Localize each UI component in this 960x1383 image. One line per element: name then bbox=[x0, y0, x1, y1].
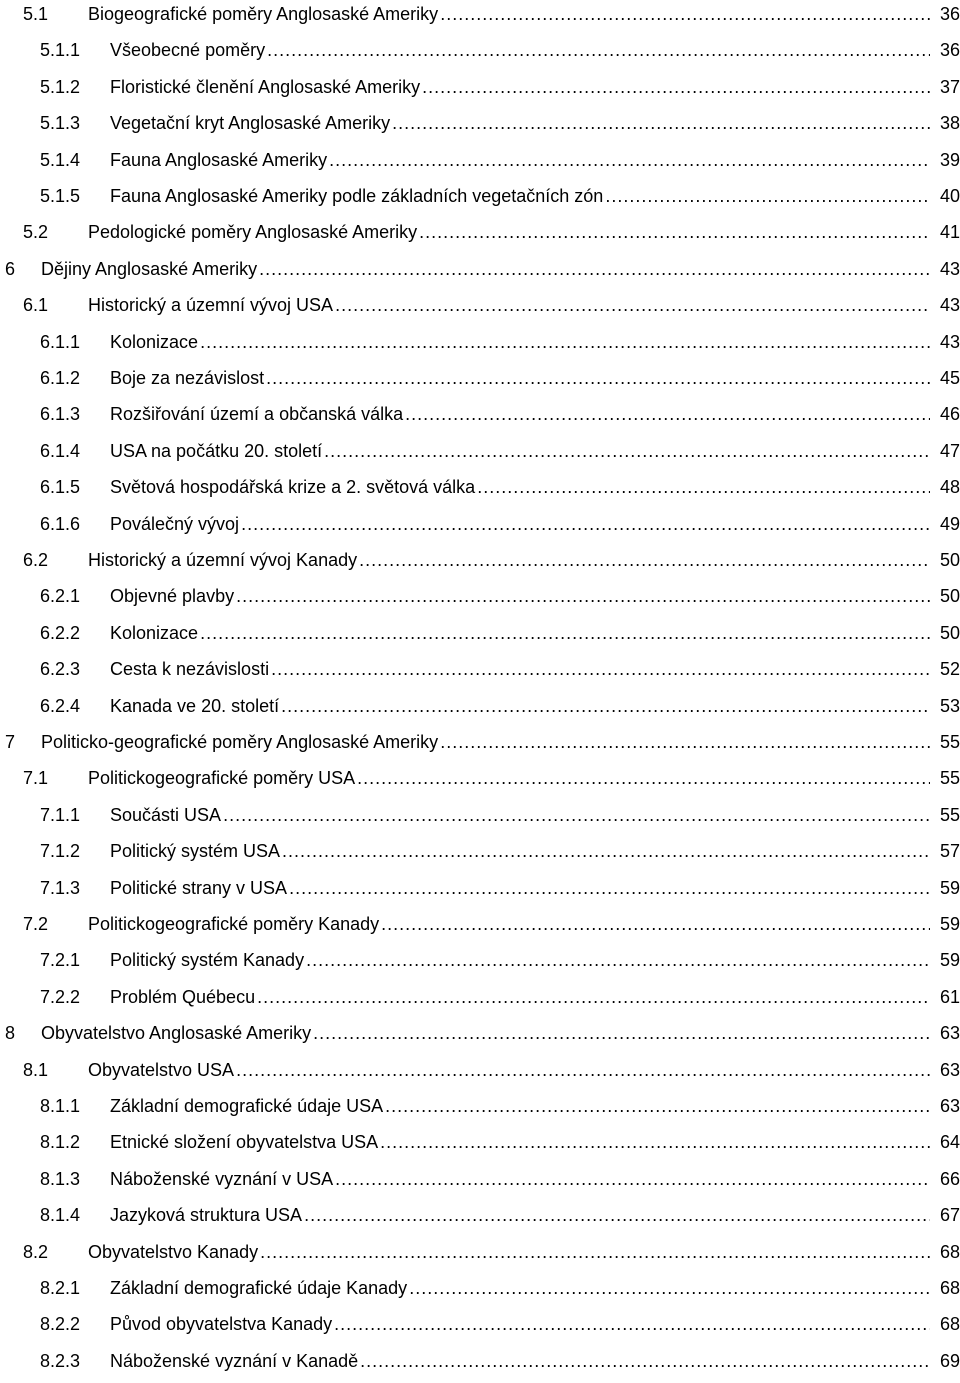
dot-leader bbox=[257, 987, 930, 1008]
toc-entry-page: 50 bbox=[939, 622, 960, 643]
toc-entry-title: Světová hospodářská krize a 2. světová válka bbox=[110, 477, 476, 498]
toc-entry-line bbox=[41, 732, 960, 753]
toc-entry-number: 6.2.4 bbox=[40, 695, 81, 716]
toc-entry[interactable] bbox=[0, 291, 960, 327]
toc-entry[interactable] bbox=[0, 692, 960, 728]
toc-entry-title: Politickogeografické poměry Kanady bbox=[88, 914, 380, 934]
dot-leader bbox=[324, 441, 930, 462]
toc-entry-page: 59 bbox=[939, 950, 960, 971]
toc-entry-number: 6.1.3 bbox=[40, 404, 81, 425]
dot-leader bbox=[335, 295, 930, 316]
dot-leader bbox=[419, 222, 930, 243]
toc-entry-line bbox=[88, 295, 960, 316]
toc-entry-title: Historický a územní vývoj Kanady bbox=[88, 550, 358, 570]
toc-entry-title: Základní demografické údaje USA bbox=[110, 1096, 384, 1116]
dot-leader bbox=[267, 40, 930, 61]
toc-entry-page: 55 bbox=[939, 732, 960, 752]
toc-entry[interactable] bbox=[0, 218, 960, 254]
toc-entry-page: 49 bbox=[939, 513, 960, 534]
toc-entry[interactable] bbox=[0, 36, 960, 72]
toc-entry-line bbox=[110, 1314, 960, 1335]
toc-entry-title: USA na počátku 20. století bbox=[110, 440, 323, 461]
toc-entry-page: 59 bbox=[939, 877, 960, 898]
toc-entry-title: Boje za nezávislost bbox=[110, 368, 265, 388]
toc-entry-number: 5.1.5 bbox=[40, 186, 81, 206]
toc-entry-line bbox=[41, 1023, 960, 1044]
toc-entry-number: 6.1.5 bbox=[40, 477, 81, 498]
toc-entry-number: 8.2.2 bbox=[40, 1314, 81, 1335]
dot-leader bbox=[271, 659, 930, 680]
toc-entry-number: 5.1.2 bbox=[40, 76, 81, 97]
dot-leader bbox=[385, 1096, 930, 1117]
toc-entry-line bbox=[110, 150, 960, 171]
toc-entry-page: 63 bbox=[939, 1023, 960, 1044]
dot-leader bbox=[357, 768, 930, 789]
toc-entry-page: 43 bbox=[939, 295, 960, 316]
toc-entry-line bbox=[88, 550, 960, 571]
toc-entry-line bbox=[88, 4, 960, 25]
toc-entry-number: 8.1.4 bbox=[40, 1205, 81, 1226]
dot-leader bbox=[380, 1132, 930, 1153]
toc-entry-number: 6.2.3 bbox=[40, 659, 81, 680]
toc-entry[interactable] bbox=[0, 1274, 960, 1310]
toc-entry-title: Fauna Anglosaské Ameriky bbox=[110, 149, 328, 170]
toc-entry[interactable] bbox=[0, 946, 960, 982]
toc-entry-title: Součásti USA bbox=[110, 804, 222, 825]
toc-entry-line bbox=[110, 659, 960, 680]
toc-entry-title: Základní demografické údaje Kanady bbox=[110, 1278, 408, 1298]
toc-entry[interactable] bbox=[0, 874, 960, 910]
toc-entry[interactable] bbox=[0, 983, 960, 1019]
toc-entry[interactable] bbox=[0, 764, 960, 800]
toc-entry-number: 8.1 bbox=[23, 1059, 49, 1080]
toc-entry-line bbox=[110, 1205, 960, 1226]
toc-entry-page: 37 bbox=[939, 76, 960, 97]
toc-entry-number: 7.2.2 bbox=[40, 986, 81, 1007]
dot-leader bbox=[260, 1242, 930, 1263]
toc-entry-number: 6.2.1 bbox=[40, 586, 81, 607]
toc-entry-number: 8.1.2 bbox=[40, 1132, 81, 1153]
toc-entry-number: 5.1.4 bbox=[40, 149, 81, 170]
toc-entry-title: Obyvatelstvo USA bbox=[88, 1059, 235, 1080]
toc-entry[interactable] bbox=[0, 910, 960, 946]
toc-entry-line bbox=[110, 696, 960, 717]
toc-entry-number: 8.2 bbox=[23, 1241, 49, 1262]
dot-leader bbox=[306, 950, 930, 971]
dot-leader bbox=[440, 4, 930, 25]
toc-entry-page: 69 bbox=[939, 1350, 960, 1371]
toc-entry-page: 57 bbox=[939, 841, 960, 862]
toc-entry[interactable] bbox=[0, 1019, 960, 1055]
toc-entry-line bbox=[110, 77, 960, 98]
toc-entry-page: 50 bbox=[939, 550, 960, 570]
toc-entry-number: 6.1.2 bbox=[40, 368, 81, 388]
toc-entry-page: 63 bbox=[939, 1059, 960, 1080]
toc-entry-number: 5.1 bbox=[23, 4, 49, 24]
toc-entry-line bbox=[110, 514, 960, 535]
toc-entry-number: 7.2 bbox=[23, 914, 49, 934]
toc-entry-page: 53 bbox=[939, 695, 960, 716]
toc-entry-line bbox=[110, 1169, 960, 1190]
toc-entry-line bbox=[110, 186, 960, 207]
toc-entry-title: Rozšiřování území a občanská válka bbox=[110, 404, 404, 425]
toc-entry-number: 8.2.1 bbox=[40, 1278, 81, 1298]
toc-entry-title: Politickogeografické poměry USA bbox=[88, 768, 356, 789]
toc-entry[interactable] bbox=[0, 655, 960, 691]
toc-entry-page: 59 bbox=[939, 914, 960, 934]
toc-entry-page: 36 bbox=[939, 4, 960, 24]
toc-entry-page: 55 bbox=[939, 804, 960, 825]
toc-entry-title: Dějiny Anglosaské Ameriky bbox=[41, 258, 258, 279]
toc-entry-line bbox=[110, 950, 960, 971]
toc-entry-line bbox=[88, 222, 960, 243]
toc-entry[interactable] bbox=[0, 109, 960, 145]
dot-leader bbox=[223, 805, 930, 826]
toc-entry-line bbox=[88, 768, 960, 789]
toc-entry-page: 43 bbox=[939, 258, 960, 279]
toc-entry-title: Politický systém USA bbox=[110, 841, 281, 862]
dot-leader bbox=[313, 1023, 930, 1044]
toc-entry-number: 8 bbox=[5, 1023, 16, 1044]
dot-leader bbox=[335, 1169, 930, 1190]
toc-entry-title: Náboženské vyznání v Kanadě bbox=[110, 1350, 359, 1371]
dot-leader bbox=[236, 586, 930, 607]
toc-entry-number: 5.2 bbox=[23, 222, 49, 243]
dot-leader bbox=[422, 77, 930, 98]
toc-entry-number: 6.1.1 bbox=[40, 331, 81, 352]
toc-entry-title: Původ obyvatelstva Kanady bbox=[110, 1314, 333, 1335]
toc-entry-page: 52 bbox=[939, 659, 960, 680]
toc-entry[interactable] bbox=[0, 510, 960, 546]
toc-entry-title: Etnické složení obyvatelstva USA bbox=[110, 1132, 379, 1153]
toc-entry-page: 55 bbox=[939, 768, 960, 789]
toc-entry[interactable] bbox=[0, 146, 960, 182]
toc-entry[interactable] bbox=[0, 1201, 960, 1237]
toc-entry-page: 38 bbox=[939, 113, 960, 134]
toc-entry-page: 46 bbox=[939, 404, 960, 425]
toc-entry-title: Vegetační kryt Anglosaské Ameriky bbox=[110, 113, 391, 134]
toc-entry-number: 8.2.3 bbox=[40, 1350, 81, 1371]
toc-entry-title: Objevné plavby bbox=[110, 586, 235, 607]
toc-entry-title: Politické strany v USA bbox=[110, 877, 288, 898]
toc-entry-number: 8.1.3 bbox=[40, 1168, 81, 1189]
toc-entry-page: 61 bbox=[939, 986, 960, 1007]
toc-entry-page: 68 bbox=[939, 1278, 960, 1298]
toc-entry-page: 66 bbox=[939, 1168, 960, 1189]
toc-entry-line bbox=[110, 878, 960, 899]
toc-entry-page: 63 bbox=[939, 1096, 960, 1116]
toc-entry-page: 36 bbox=[939, 40, 960, 61]
toc-entry-title: Kolonizace bbox=[110, 331, 199, 352]
dot-leader bbox=[282, 841, 930, 862]
toc-entry-line bbox=[110, 332, 960, 353]
toc-entry[interactable] bbox=[0, 0, 960, 36]
toc-entry-number: 6.1 bbox=[23, 295, 49, 316]
toc-entry[interactable] bbox=[0, 473, 960, 509]
dot-leader bbox=[440, 732, 930, 753]
toc-entry[interactable] bbox=[0, 1165, 960, 1201]
toc-entry-line bbox=[110, 40, 960, 61]
toc-entry-number: 6.1.4 bbox=[40, 440, 81, 461]
toc-entry[interactable] bbox=[0, 728, 960, 764]
toc-entry-number: 6.2 bbox=[23, 550, 49, 570]
toc-entry-line bbox=[110, 368, 960, 389]
toc-entry-number: 6 bbox=[5, 258, 16, 279]
toc-entry-line bbox=[110, 441, 960, 462]
toc-entry-number: 8.1.1 bbox=[40, 1096, 81, 1116]
toc-entry-page: 68 bbox=[939, 1241, 960, 1262]
toc-entry-title: Obyvatelstvo Anglosaské Ameriky bbox=[41, 1023, 312, 1044]
toc-entry-line bbox=[110, 586, 960, 607]
toc-entry-line bbox=[110, 113, 960, 134]
toc-entry-line bbox=[110, 1351, 960, 1372]
toc-entry[interactable] bbox=[0, 1056, 960, 1092]
toc-entry[interactable] bbox=[0, 437, 960, 473]
dot-leader bbox=[304, 1205, 930, 1226]
toc-entry-number: 7 bbox=[5, 732, 16, 752]
toc-entry-title: Politicko-geografické poměry Anglosaské Ameriky bbox=[41, 732, 439, 752]
dot-leader bbox=[200, 332, 930, 353]
dot-leader bbox=[266, 368, 930, 389]
dot-leader bbox=[360, 1351, 930, 1372]
dot-leader bbox=[281, 696, 930, 717]
dot-leader bbox=[405, 404, 930, 425]
toc-entry[interactable] bbox=[0, 364, 960, 400]
toc-entry-line bbox=[110, 1096, 960, 1117]
toc-entry[interactable] bbox=[0, 1238, 960, 1274]
toc-entry[interactable] bbox=[0, 1310, 960, 1346]
toc-entry-line bbox=[88, 1060, 960, 1081]
toc-entry-title: Historický a územní vývoj USA bbox=[88, 295, 334, 316]
toc-entry-number: 5.1.1 bbox=[40, 40, 81, 61]
dot-leader bbox=[477, 477, 930, 498]
toc-entry-title: Jazyková struktura USA bbox=[110, 1205, 303, 1226]
toc-entry-page: 43 bbox=[939, 331, 960, 352]
toc-entry-title: Poválečný vývoj bbox=[110, 513, 240, 534]
dot-leader bbox=[289, 878, 930, 899]
dot-leader bbox=[392, 113, 930, 134]
toc-entry[interactable] bbox=[0, 182, 960, 218]
toc-entry[interactable] bbox=[0, 546, 960, 582]
toc-entry-page: 68 bbox=[939, 1314, 960, 1335]
toc-entry-line bbox=[88, 1242, 960, 1263]
dot-leader bbox=[259, 259, 930, 280]
toc-entry-page: 40 bbox=[939, 186, 960, 206]
toc-entry-line bbox=[110, 805, 960, 826]
toc-entry-line bbox=[110, 987, 960, 1008]
toc-entry[interactable] bbox=[0, 1092, 960, 1128]
dot-leader bbox=[359, 550, 930, 571]
toc-entry-number: 6.1.6 bbox=[40, 513, 81, 534]
toc-entry-line bbox=[110, 1132, 960, 1153]
dot-leader bbox=[605, 186, 930, 207]
toc-entry-title: Fauna Anglosaské Ameriky podle základních vegetačních zón bbox=[110, 186, 604, 206]
toc-entry-page: 41 bbox=[939, 222, 960, 243]
toc-entry[interactable] bbox=[0, 255, 960, 291]
toc-entry-line bbox=[88, 914, 960, 935]
toc-entry-title: Problém Québecu bbox=[110, 986, 256, 1007]
toc-entry-line bbox=[41, 259, 960, 280]
dot-leader bbox=[329, 150, 930, 171]
dot-leader bbox=[381, 914, 930, 935]
toc-entry[interactable] bbox=[0, 400, 960, 436]
toc-entry-title: Kolonizace bbox=[110, 622, 199, 643]
toc-entry-number: 7.2.1 bbox=[40, 950, 81, 971]
toc-entry-title: Pedologické poměry Anglosaské Ameriky bbox=[88, 222, 418, 243]
toc-entry-page: 64 bbox=[939, 1132, 960, 1153]
toc-entry-page: 50 bbox=[939, 586, 960, 607]
toc-entry-line bbox=[110, 404, 960, 425]
toc-entry-page: 48 bbox=[939, 477, 960, 498]
dot-leader bbox=[200, 623, 930, 644]
toc-entry-title: Biogeografické poměry Anglosaské Ameriky bbox=[88, 4, 439, 24]
toc-entry-number: 7.1.2 bbox=[40, 841, 81, 862]
dot-leader bbox=[409, 1278, 930, 1299]
toc-entry-line bbox=[110, 477, 960, 498]
toc-entry[interactable] bbox=[0, 619, 960, 655]
toc-entry-page: 67 bbox=[939, 1205, 960, 1226]
toc-entry-title: Náboženské vyznání v USA bbox=[110, 1168, 334, 1189]
toc-entry[interactable] bbox=[0, 73, 960, 109]
toc-entry-line bbox=[110, 841, 960, 862]
toc-entry-line bbox=[110, 623, 960, 644]
toc-entry-title: Kanada ve 20. století bbox=[110, 695, 280, 716]
toc-entry-page: 39 bbox=[939, 149, 960, 170]
toc-entry-title: Obyvatelstvo Kanady bbox=[88, 1241, 259, 1262]
toc-entry-title: Politický systém Kanady bbox=[110, 950, 305, 971]
toc-entry-title: Floristické členění Anglosaské Ameriky bbox=[110, 76, 421, 97]
toc-entry-number: 5.1.3 bbox=[40, 113, 81, 134]
toc-entry[interactable] bbox=[0, 1128, 960, 1164]
toc-entry-number: 7.1.3 bbox=[40, 877, 81, 898]
dot-leader bbox=[241, 514, 930, 535]
toc-entry-number: 6.2.2 bbox=[40, 622, 81, 643]
toc-entry-page: 45 bbox=[939, 368, 960, 388]
toc-entry-page: 47 bbox=[939, 440, 960, 461]
toc-entry[interactable] bbox=[0, 837, 960, 873]
dot-leader bbox=[236, 1060, 930, 1081]
toc-entry-number: 7.1.1 bbox=[40, 804, 81, 825]
toc-entry-title: Cesta k nezávislosti bbox=[110, 659, 270, 680]
toc-entry-title: Všeobecné poměry bbox=[110, 40, 266, 61]
dot-leader bbox=[334, 1314, 930, 1335]
toc-entry[interactable] bbox=[0, 328, 960, 364]
toc-entry[interactable] bbox=[0, 582, 960, 618]
toc-entry[interactable] bbox=[0, 801, 960, 837]
toc-entry-number: 7.1 bbox=[23, 768, 49, 789]
toc-entry-line bbox=[110, 1278, 960, 1299]
